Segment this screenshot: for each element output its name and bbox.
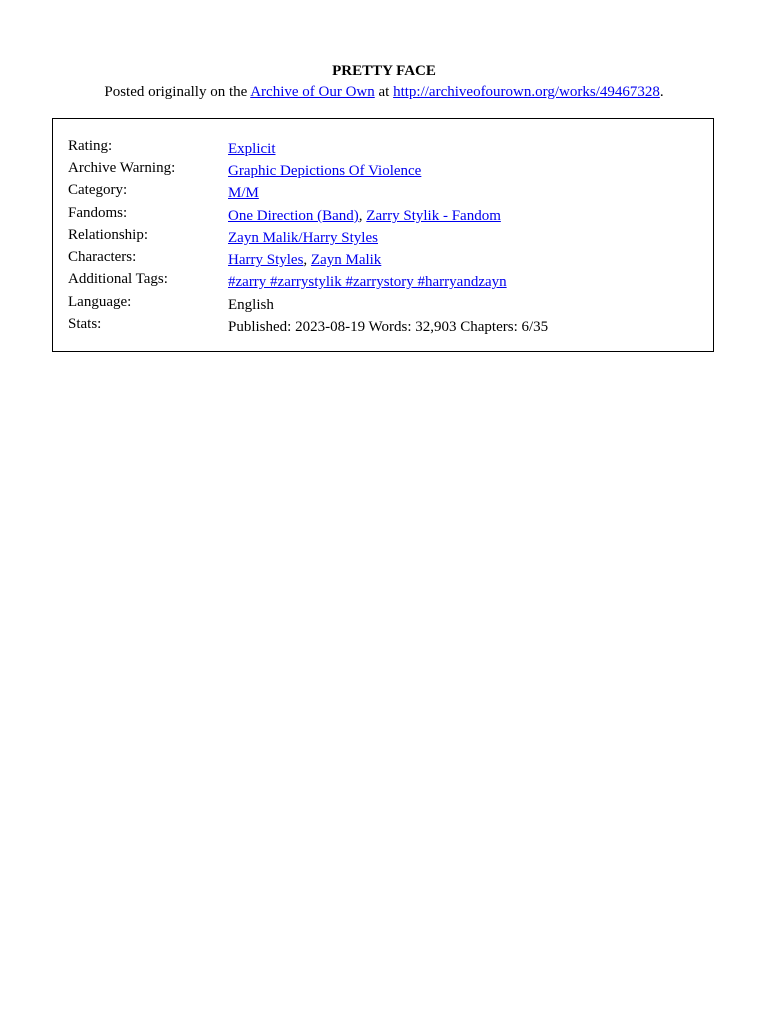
period: . — [659, 84, 664, 100]
warning-link[interactable]: Graphic Depictions Of Violence — [228, 163, 422, 179]
characters-value — [228, 250, 381, 270]
stats-label: Stats: — [68, 316, 102, 332]
work-url-link[interactable]: http://archiveofourown.org/works/49467328 — [393, 84, 660, 100]
category-label: Category: — [68, 182, 128, 198]
warning-value — [228, 161, 421, 181]
stats-value: Published: 2023-08-19 Words: 32,903 Chapters: 6/35 — [228, 319, 549, 335]
meta-row-category — [53, 181, 713, 203]
meta-row-warning — [53, 159, 713, 181]
fandoms-value — [228, 206, 501, 226]
rating-label: Rating: — [68, 138, 113, 154]
fandom-link[interactable]: Zarry Stylik - Fandom — [366, 208, 501, 224]
language-value: English — [228, 297, 274, 313]
meta-row-relationship — [53, 226, 713, 248]
relationship-label: Relationship: — [68, 227, 148, 243]
character-link[interactable]: Zayn Malik — [310, 252, 382, 268]
tags-value — [228, 272, 507, 292]
posted-prefix: Posted originally on the — [104, 84, 251, 100]
character-separator: , — [303, 252, 311, 268]
tags-label: Additional Tags: — [68, 271, 168, 287]
meta-row-language — [53, 293, 713, 315]
characters-label: Characters: — [68, 249, 137, 265]
meta-row-tags — [53, 270, 713, 292]
fandom-link[interactable]: One Direction (Band) — [228, 208, 359, 224]
meta-row-fandoms — [53, 204, 713, 226]
category-link[interactable]: M/M — [228, 185, 259, 201]
work-metadata-box — [52, 118, 714, 352]
posted-at: at — [374, 84, 394, 100]
work-header — [0, 61, 768, 103]
archive-link[interactable]: Archive of Our Own — [250, 84, 375, 100]
meta-row-characters — [53, 248, 713, 270]
warning-label: Archive Warning: — [68, 160, 176, 176]
fandoms-label: Fandoms: — [68, 205, 128, 221]
character-link[interactable]: Harry Styles — [228, 252, 304, 268]
tags-link[interactable]: #zarry #zarrystylik #zarrystory #harryandzayn — [228, 274, 507, 290]
rating-link[interactable]: Explicit — [228, 141, 276, 157]
rating-value — [228, 139, 276, 159]
fandom-separator: , — [358, 208, 367, 224]
meta-row-rating — [53, 137, 713, 159]
language-label: Language: — [68, 294, 132, 310]
meta-row-stats — [53, 315, 713, 337]
relationship-link[interactable]: Zayn Malik/Harry Styles — [228, 230, 378, 246]
category-value — [228, 183, 259, 203]
work-title: PRETTY FACE — [332, 63, 436, 79]
relationship-value — [228, 228, 378, 248]
posted-line — [0, 82, 768, 103]
